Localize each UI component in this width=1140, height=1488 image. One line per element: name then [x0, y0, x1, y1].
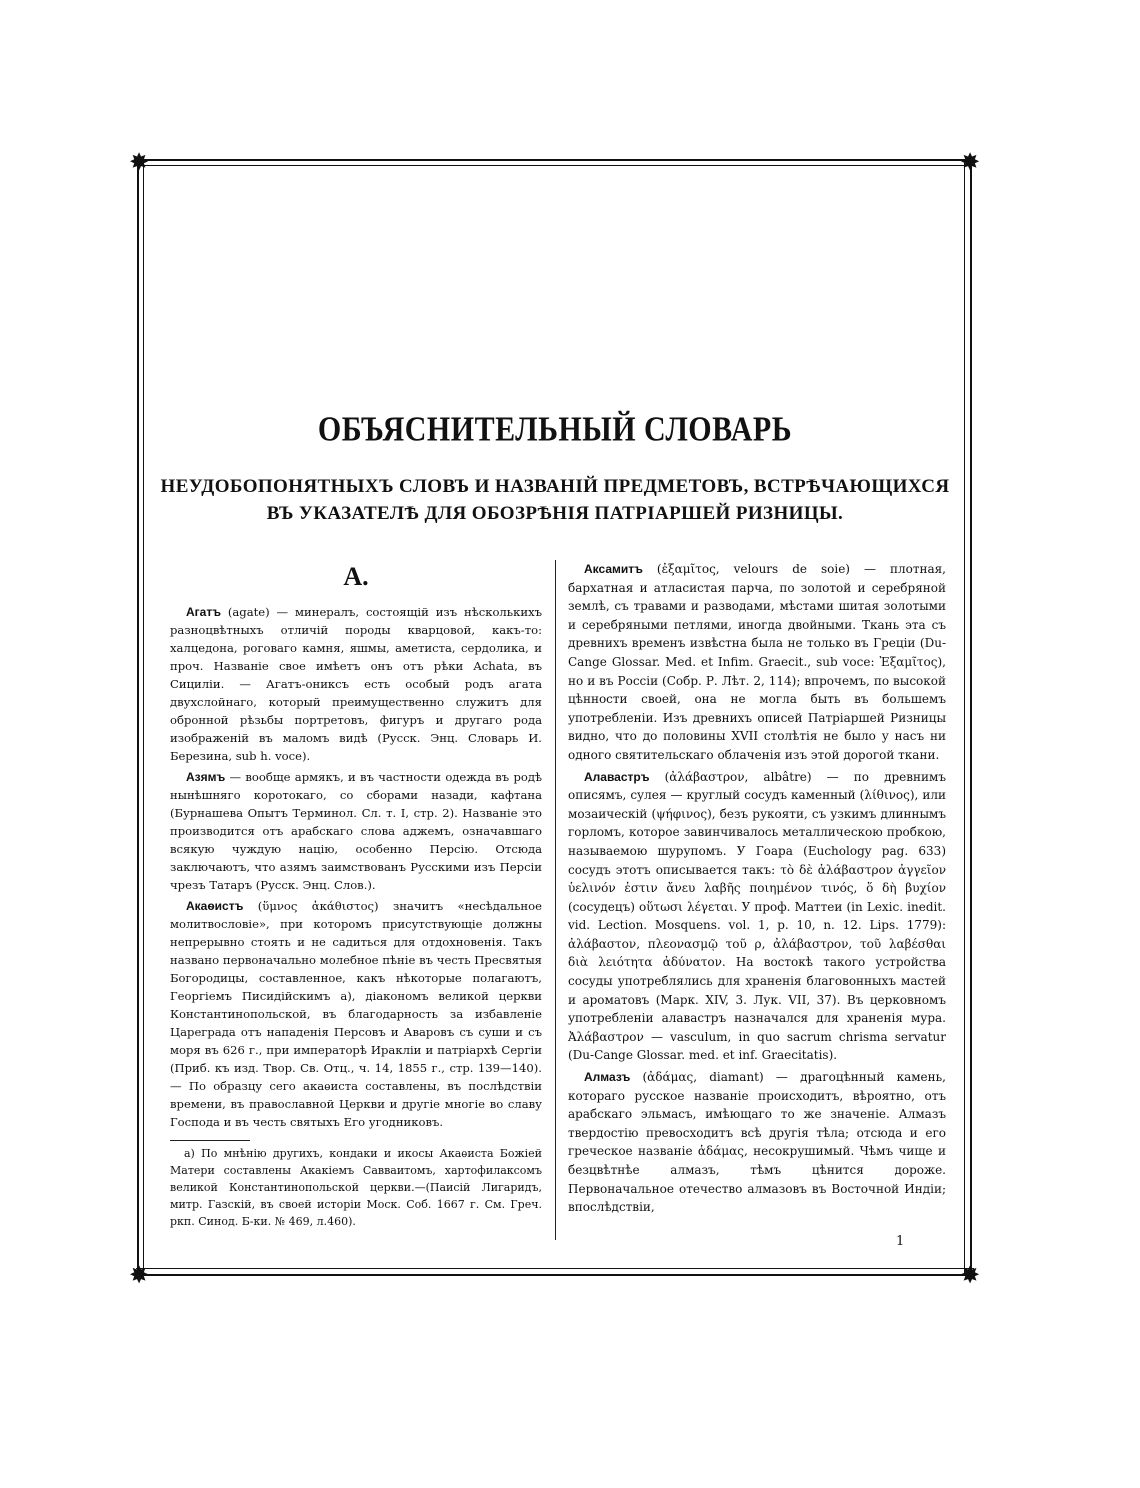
entry-almaz	[568, 1068, 946, 1217]
page-title: ОБЪЯСНИТЕЛЬНЫЙ СЛОВАРЬ	[317, 410, 793, 449]
entry-text: (ἐξαμῖτος, velours de soie) — плотная, бархатная и атласистая парча, по золотой и серебряной землѣ, съ травами и разводами, мѣстами шитая золотыми и серебряными петлями, иногда двойными. Ткань эта съ древнихъ временъ извѣстна была не только въ Греціи (Du-Cange Glossar. Med. et Infim. Graecit., sub voce: Ἐξαμῖτος), но и въ Россіи (Собр. Р. Лѣт. 2, 114); впрочемъ, по высокой цѣнности своей, она не могла быть въ большемъ употребленіи. Изъ древнихъ описей Патріаршей Ризницы видно, что до половины XVII столѣтія не было у насъ ни одного святительскаго облаченія изъ этой дорогой ткани.	[568, 562, 946, 762]
page-subtitle-line-1: НЕУДОБОПОНЯТНЫХЪ СЛОВЪ И НАЗВАНІЙ ПРЕДМЕТОВЪ, ВСТРѢЧАЮЩИХСЯ	[160, 476, 950, 497]
left-column	[170, 560, 542, 1230]
border-right	[970, 160, 972, 1274]
entry-text: (ἀδάμας, diamant) — драгоцѣнный камень, котораго русское названіе происходитъ, вѣроятно, отъ арабскаго эльмасъ, имѣющаго то же значеніе. Алмазъ твердостію превосходитъ всѣ другія тѣла; отсюда и его греческое названіе ἀδάμας, несокрушимый. Чѣмъ чище и безцвѣтнѣе алмазъ, тѣмъ цѣнится дороже. Первоначальное отечество алмазовъ въ Восточной Индіи; впослѣдствіи,	[568, 1070, 946, 1215]
headword: Алавастръ	[584, 769, 650, 784]
entry-text: (ὕμνος ἀκάθιστος) значитъ «несѣдальное молитвословіе», при которомъ присутствующіе должны непрерывно стоять и не садиться для отдохновенія. Такъ названо первоначально молебное пѣніе въ честь Пресвятыя Богородицы, составленное, какъ нѣкоторые полагаютъ, Георгіемъ Писидійскимъ a), діакономъ великой церкви Константинопольской, въ благодарность за избавленіе Цареграда отъ нападенія Персовъ и Аваровъ съ суши и съ моря въ 626 г., при императорѣ Иракліи и патріархѣ Сергіи (Приб. къ изд. Твор. Св. Отц., ч. 14, 1855 г., стр. 139—140). — По образцу сего акаѳиста составлены, въ послѣдствіи времени, въ православной Церкви и другіе многіе во славу Господа и въ честь святыхъ Его угодниковъ.	[170, 898, 542, 1129]
entry-aksamit	[568, 560, 946, 765]
section-letter: А.	[343, 562, 369, 591]
page-subtitle-line-2: ВЪ УКАЗАТЕЛѢ ДЛЯ ОБОЗРѢНІЯ ПАТРІАРШЕЙ РИЗНИЦЫ.	[266, 503, 844, 524]
border-right-inner	[964, 160, 965, 1274]
border-left-inner	[143, 160, 144, 1274]
footnote-rule	[170, 1140, 250, 1141]
headword: Акаѳистъ	[186, 898, 244, 913]
corner-ornament-icon: ✸	[959, 1261, 981, 1289]
headword: Аксамитъ	[584, 562, 643, 576]
footnote: a) По мнѣнію другихъ, кондаки и икосы Акаѳиста Божіей Матери составлены Акакіемъ Савваитомъ, хартофилаксомъ великой Константинопольской церкви.—(Паисій Лигаридъ, митр. Газскій, въ своей исторіи Моск. Соб. 1667 г. См. Греч. ркп. Синод. Б-ки. № 469, л.460).	[170, 1146, 542, 1228]
right-column	[568, 560, 946, 1220]
corner-ornament-icon: ✸	[959, 148, 981, 176]
page-number: 1	[896, 1234, 905, 1249]
border-left	[137, 160, 139, 1274]
border-top	[136, 159, 974, 161]
entry-akafist	[170, 898, 542, 1132]
border-bottom-inner	[136, 1268, 974, 1269]
headword: Алмазъ	[584, 1070, 631, 1085]
entry-text: — вообще армякъ, и въ частности одежда въ родѣ нынѣшняго коротокаго, со сборами назади, кафтана (Бурнашева Опытъ Терминол. Сл. т. I, стр. 2). Названіе это производится отъ арабскаго слова аджемъ, означавшаго всякую чуждую націю, особенно Персію. Отсюда заключаютъ, что азямъ заимствованъ Русскими изъ Персіи чрезъ Татаръ (Русск. Энц. Слов.).	[170, 769, 542, 892]
border-top-inner	[136, 165, 974, 166]
entry-azyam	[170, 769, 542, 895]
corner-ornament-icon: ✸	[128, 148, 150, 176]
entry-text: (ἀλάβαστρον, albâtre) — по древнимъ описямъ, сулея — круглый сосудъ каменный (λίθινος), или мозаическій (ψήφινος), безъ рукояти, съ узкимъ длиннымъ горломъ, которое завинчивалось металлическою пробкою, называемою шурупомъ. У Гоара (Euchology pag. 633) сосудъ этотъ описывается такъ: τὸ δὲ ἀλάβαστρον ἀγγεῖον ὑελινόν ἐστιν ἄνευ λαβῆς ποιημένον τινός, ὅ δὴ βυχίον (сосудецъ) οὕτωσι λέγεται. У проф. Маттеи (in Lexic. inedit. vid. Lection. Mosquens. vol. 1, p. 10, n. 12. Lips. 1779): ἀλάβαστον, πλεονασμῷ τοῦ ρ, ἀλάβαστρον, τοῦ λαβέσθαι διὰ λειότητα ἀδύνατον. На востокѣ такого устройства сосуды употреблялись для храненія благовонныхъ мастей и ароматовъ (Марк. XIV, 3. Лук. VII, 37). Въ церковномъ употребленіи алавастръ назначался для храненія мура. Ἀλάβαστρον — vasculum, in quo sacrum chrisma servatur (Du-Cange Glossar. med. et inf. Graecitatis).	[568, 769, 946, 1063]
entry-agat	[170, 604, 542, 766]
entry-alavastr	[568, 768, 946, 1066]
corner-ornament-icon: ✸	[128, 1261, 150, 1289]
entry-text: (agate) — минералъ, состоящій изъ нѣсколькихъ разноцвѣтныхъ отличій породы кварцовой, какъ-то: халцедона, роговаго камня, яшмы, аметиста, сердолика, и проч. Названіе свое имѣетъ онъ отъ рѣки Achata, въ Сициліи. — Агатъ-ониксъ есть особый родъ агата двухслойнаго, который преимущественно служитъ для обронной рѣзьбы портретовъ, фигуръ и другаго рода изображеній въ маломъ видѣ (Русск. Энц. Словарь И. Березина, sub h. voce).	[170, 605, 542, 763]
headword: Агатъ	[186, 605, 221, 619]
border-bottom	[136, 1274, 974, 1276]
headword: Азямъ	[186, 769, 226, 784]
column-divider	[555, 560, 556, 1240]
